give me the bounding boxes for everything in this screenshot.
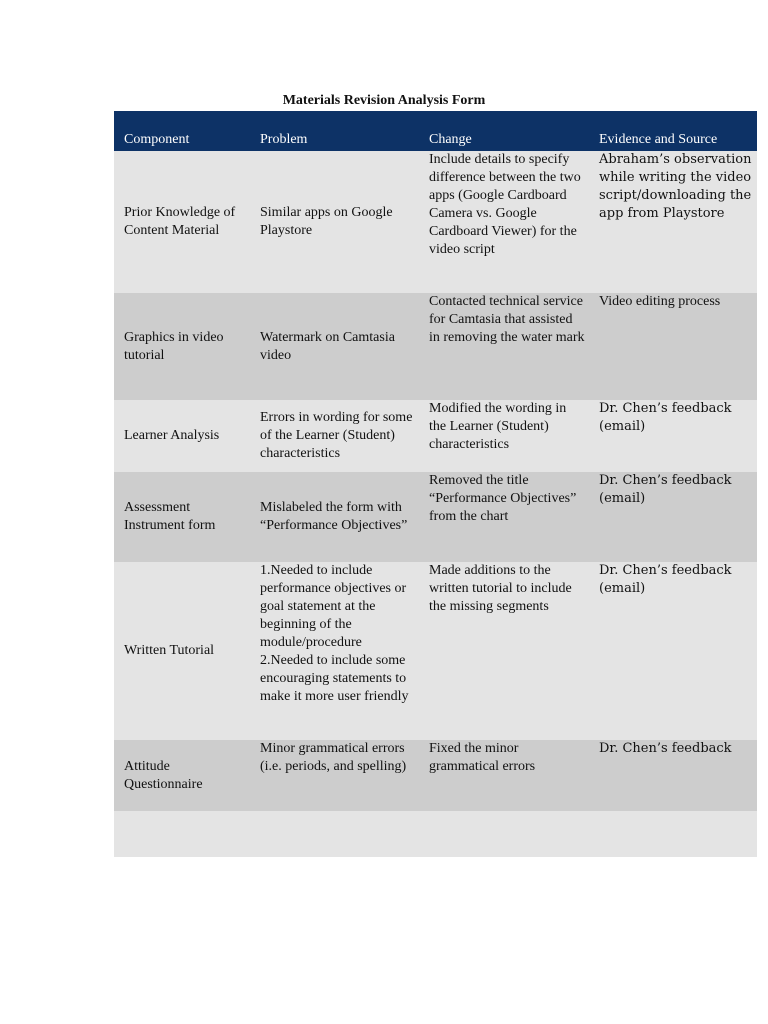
header-change: Change — [419, 111, 589, 151]
change-cell: Include details to specify difference between the two apps (Google Cardboard Camera vs. Google Cardboard Viewer) for the video script — [419, 151, 589, 293]
problem-cell — [250, 811, 419, 857]
change-cell: Contacted technical service for Camtasia that assisted in removing the water mark — [419, 293, 589, 400]
problem-cell: Mislabeled the form with “Performance Objectives” — [250, 472, 419, 562]
component-cell — [114, 811, 250, 857]
problem-cell: Similar apps on Google Playstore — [250, 151, 419, 293]
evidence-cell: Dr. Chen’s feedback (email) — [589, 400, 757, 472]
component-cell: Learner Analysis — [114, 400, 250, 472]
table-row — [114, 740, 757, 811]
component-cell: Prior Knowledge of Content Material — [114, 151, 250, 293]
table-row — [114, 400, 757, 472]
evidence-cell: Abraham’s observation while writing the video script/downloading the app from Playstore — [589, 151, 757, 293]
component-cell: Assessment Instrument form — [114, 472, 250, 562]
change-cell: Modified the wording in the Learner (Student) characteristics — [419, 400, 589, 472]
table-row — [114, 151, 757, 293]
problem-cell: Watermark on Camtasia video — [250, 293, 419, 400]
header-component: Component — [114, 111, 250, 151]
component-cell: Written Tutorial — [114, 562, 250, 740]
problem-cell: 1.Needed to include performance objectives or goal statement at the beginning of the module/procedure 2.Needed to include some encouraging statements to make it more user friendly — [250, 562, 419, 740]
evidence-cell: Dr. Chen’s feedback (email) — [589, 472, 757, 562]
table-row — [114, 293, 757, 400]
problem-cell: Minor grammatical errors (i.e. periods, and spelling) — [250, 740, 419, 811]
header-problem: Problem — [250, 111, 419, 151]
change-cell: Removed the title “Performance Objectives” from the chart — [419, 472, 589, 562]
evidence-cell: Video editing process — [589, 293, 757, 400]
revision-table — [114, 111, 757, 857]
problem-cell: Errors in wording for some of the Learner (Student) characteristics — [250, 400, 419, 472]
change-cell: Fixed the minor grammatical errors — [419, 740, 589, 811]
table-header-row — [114, 111, 757, 151]
page-title: Materials Revision Analysis Form — [282, 93, 486, 108]
table-row — [114, 562, 757, 740]
header-evidence: Evidence and Source — [589, 111, 757, 151]
evidence-cell: Dr. Chen’s feedback (email) — [589, 562, 757, 740]
table-row-empty — [114, 811, 757, 857]
component-cell: Attitude Questionnaire — [114, 740, 250, 811]
evidence-cell: Dr. Chen’s feedback — [589, 740, 757, 811]
change-cell — [419, 811, 589, 857]
change-cell: Made additions to the written tutorial to include the missing segments — [419, 562, 589, 740]
evidence-cell — [589, 811, 757, 857]
component-cell: Graphics in video tutorial — [114, 293, 250, 400]
table-row — [114, 472, 757, 562]
